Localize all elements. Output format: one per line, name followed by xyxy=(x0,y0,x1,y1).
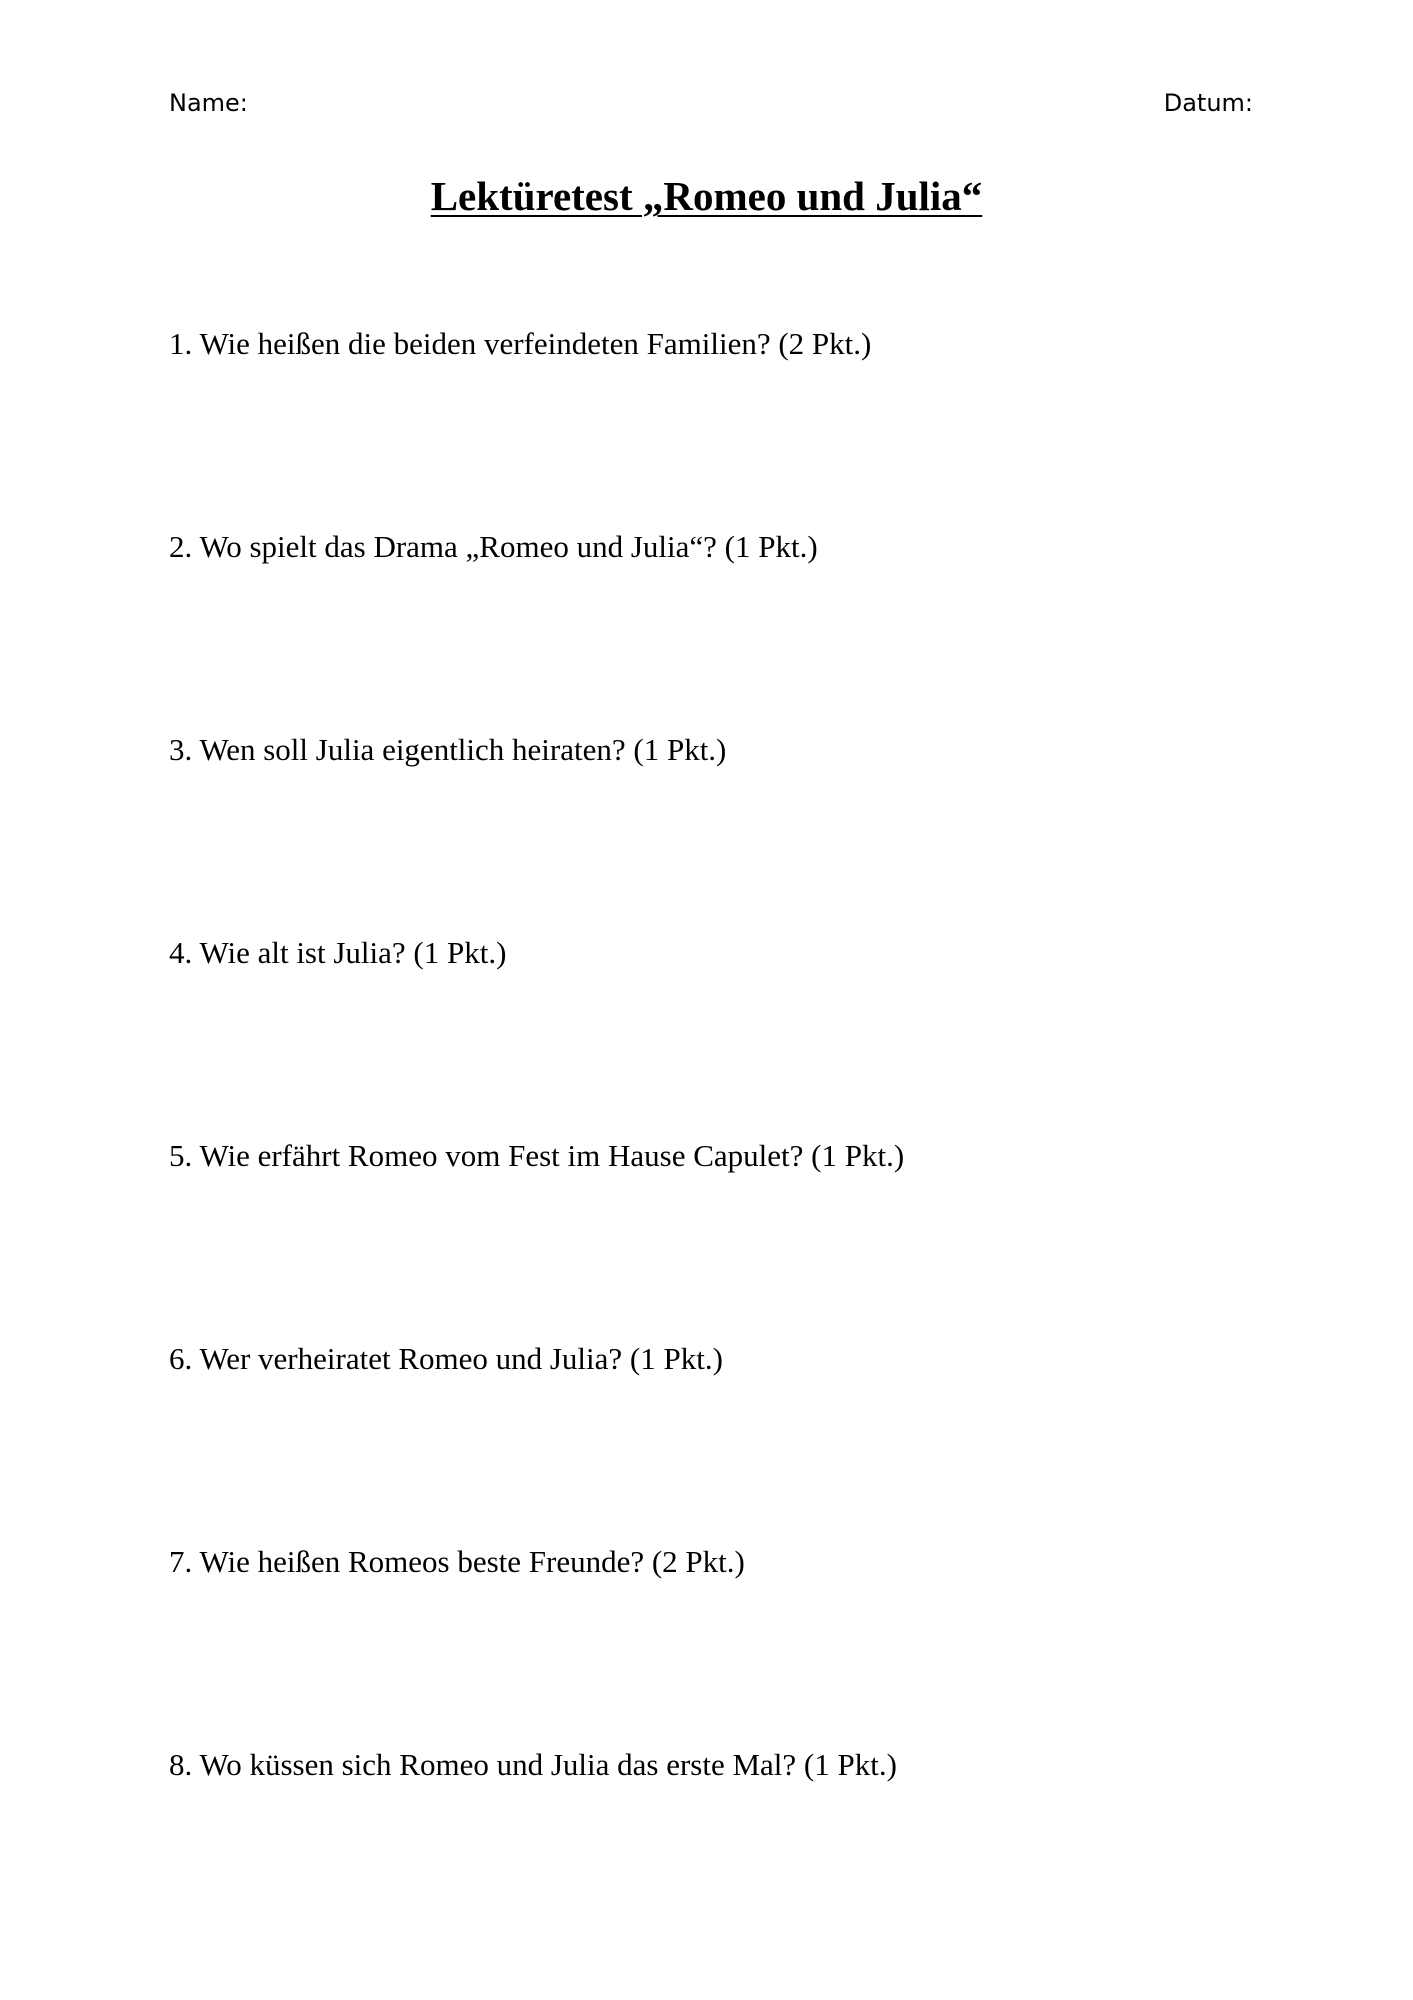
question-list xyxy=(169,324,1319,1948)
date-label: Datum: xyxy=(1163,89,1253,117)
question-4: 4. Wie alt ist Julia? (1 Pkt.) xyxy=(169,935,507,970)
question-8: 8. Wo küssen sich Romeo und Julia das erste Mal? (1 Pkt.) xyxy=(169,1747,897,1782)
question-2: 2. Wo spielt das Drama „Romeo und Julia“? (1 Pkt.) xyxy=(169,529,818,564)
question-1: 1. Wie heißen die beiden verfeindeten Familien? (2 Pkt.) xyxy=(169,326,872,361)
page-title: Lektüretest „Romeo und Julia“ xyxy=(430,173,983,219)
name-label: Name: xyxy=(169,89,248,117)
question-7: 7. Wie heißen Romeos beste Freunde? (2 Pkt.) xyxy=(169,1544,745,1579)
question-3: 3. Wen soll Julia eigentlich heiraten? (1 Pkt.) xyxy=(169,732,727,767)
question-6: 6. Wer verheiratet Romeo und Julia? (1 Pkt.) xyxy=(169,1341,723,1376)
question-5: 5. Wie erfährt Romeo vom Fest im Hause Capulet? (1 Pkt.) xyxy=(169,1138,905,1173)
